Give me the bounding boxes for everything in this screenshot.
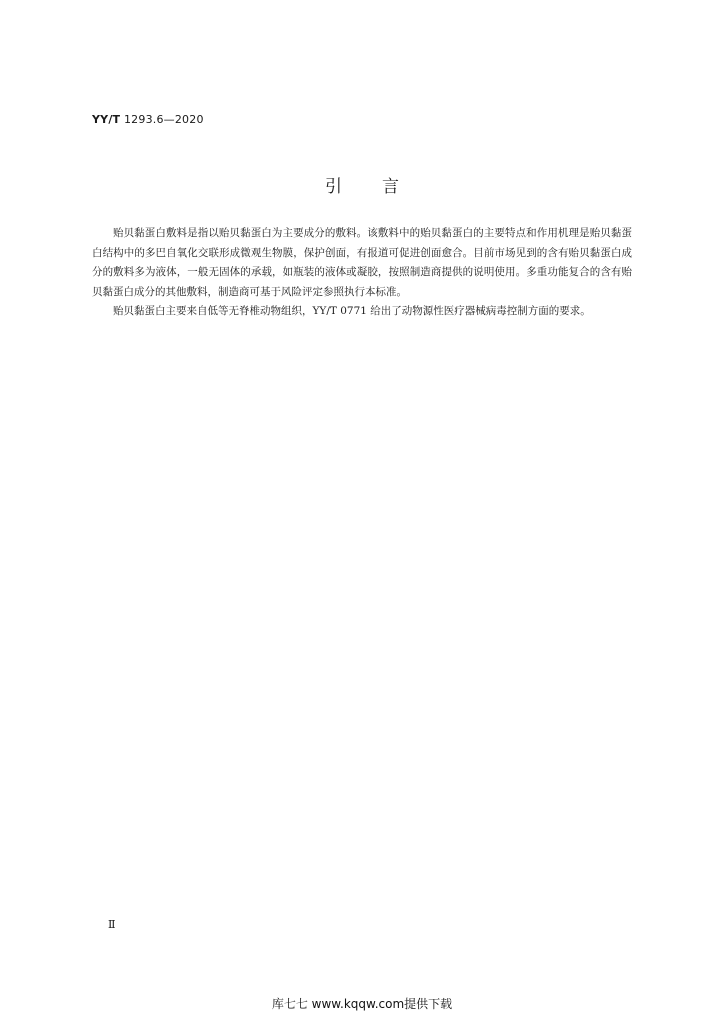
download-footer: 库七七 www.kqqw.com提供下载 (271, 997, 453, 1011)
paragraph: 贻贝黏蛋白敷料是指以贻贝黏蛋白为主要成分的敷料。该敷料中的贻贝黏蛋白的主要特点和作用机理是贻贝黏蛋白结构中的多巴自氧化交联形成微观生物膜，保护创面，有报道可促进创面愈合。目前市场见到的含有贻贝黏蛋白成分的敷料多为液体，一般无固体的承载，如瓶装的液体或凝胶，按照制造商提供的说明使用。多重功能复合的含有贻贝黏蛋白成分的其他敷料，制造商可基于风险评定参照执行本标准。 (92, 227, 632, 298)
page-number: Ⅱ (108, 918, 116, 931)
page-title: 引言 (325, 177, 439, 197)
introduction-body (92, 224, 632, 322)
document-id (92, 113, 204, 126)
paragraph: 贻贝黏蛋白主要来自低等无脊椎动物组织，YY/T 0771 给出了动物源性医疗器械病毒控制方面的要求。 (113, 305, 591, 318)
standard-code: YY/T (92, 113, 121, 126)
standard-number: 1293.6—2020 (123, 113, 204, 126)
